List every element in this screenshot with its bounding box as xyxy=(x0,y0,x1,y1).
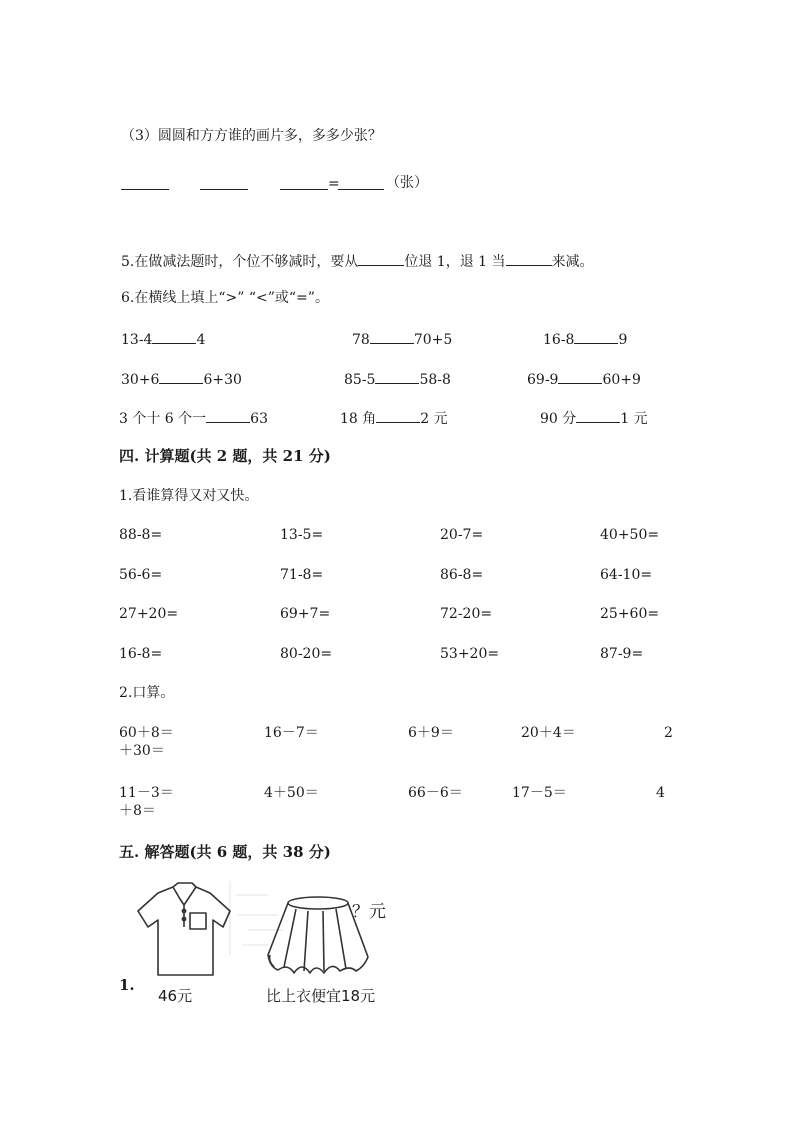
compare-blank[interactable] xyxy=(370,329,414,344)
q3-prompt: （3）圆圆和方方谁的画片多，多多少张？ xyxy=(121,128,382,144)
answer-blank-3[interactable] xyxy=(280,189,328,190)
oral-item: 16－7＝ xyxy=(264,725,319,741)
calc-item: 27+20= xyxy=(119,606,179,622)
oral-item: 4＋50＝ xyxy=(264,785,319,801)
s5-q1-number: 1. xyxy=(119,976,135,994)
compare-item: 3 个十 6 个一 63 xyxy=(119,408,268,428)
skirt-caption: 比上衣便宜18元 xyxy=(266,987,376,1005)
oral-item-cont: ＋30＝ xyxy=(119,743,165,759)
q5-part1: 5.在做减法题时，个位不够减时，要从 xyxy=(121,254,359,270)
compare-blank[interactable] xyxy=(376,408,420,423)
oral-item: 6＋9＝ xyxy=(408,725,454,741)
answer-blank-1[interactable] xyxy=(121,189,169,190)
q5-part3: 来减。 xyxy=(551,254,594,270)
calc-item: 40+50= xyxy=(600,527,660,543)
calc-item: 20-7= xyxy=(440,527,484,543)
compare-blank[interactable] xyxy=(576,408,620,423)
unit-label: （张） xyxy=(386,175,428,191)
q6-title: 6.在横线上填上“>” “<”或“=”。 xyxy=(121,290,329,306)
compare-item: 78 70+5 xyxy=(352,329,452,349)
q5-blank-2[interactable] xyxy=(506,251,552,266)
compare-item: 16-8 9 xyxy=(543,329,627,349)
compare-blank[interactable] xyxy=(159,369,203,384)
oral-item: 60＋8＝ xyxy=(119,725,174,741)
calc-item: 72-20= xyxy=(440,606,493,622)
equals-sign: = xyxy=(328,176,340,192)
oral-item: 4 xyxy=(656,785,665,801)
calc-item: 64-10= xyxy=(600,567,653,583)
answer-blank-2[interactable] xyxy=(200,189,248,190)
oral-item: 20＋4＝ xyxy=(521,725,576,741)
compare-blank[interactable] xyxy=(375,369,419,384)
section-4-heading: 四. 计算题(共 2 题，共 21 分) xyxy=(119,447,331,465)
calc-item: 88-8= xyxy=(119,527,163,543)
shirt-skirt-illustration xyxy=(118,875,418,1015)
compare-blank[interactable] xyxy=(558,369,602,384)
calc-item: 56-6= xyxy=(119,567,163,583)
oral-item: 11－3＝ xyxy=(119,785,174,801)
compare-blank[interactable] xyxy=(152,329,196,344)
calc-item: 25+60= xyxy=(600,606,660,622)
s4-q1-title: 1.看谁算得又对又快。 xyxy=(119,488,259,504)
q5-text xyxy=(121,251,594,271)
oral-item: 17－5＝ xyxy=(512,785,567,801)
shirt-price: 46元 xyxy=(158,987,193,1005)
oral-item-cont: ＋8＝ xyxy=(119,803,156,819)
calc-item: 16-8= xyxy=(119,646,163,662)
calc-item: 69+7= xyxy=(280,606,331,622)
skirt-price-question: ？元 xyxy=(352,902,386,922)
section-5-heading: 五. 解答题(共 6 题，共 38 分) xyxy=(119,843,331,861)
oral-item: 2 xyxy=(664,725,673,741)
compare-blank[interactable] xyxy=(206,408,250,423)
compare-item: 90 分 1 元 xyxy=(540,408,648,428)
calc-item: 71-8= xyxy=(280,567,324,583)
compare-item: 18 角 2 元 xyxy=(340,408,448,428)
compare-blank[interactable] xyxy=(574,329,618,344)
calc-item: 80-20= xyxy=(280,646,333,662)
compare-item: 30+6 6+30 xyxy=(121,369,242,389)
q5-blank-1[interactable] xyxy=(358,251,404,266)
calc-item: 13-5= xyxy=(280,527,324,543)
compare-item: 69-9 60+9 xyxy=(527,369,641,389)
compare-item: 85-5 58-8 xyxy=(344,369,451,389)
s4-q2-title: 2.口算。 xyxy=(119,685,175,701)
answer-blank-4[interactable] xyxy=(338,189,384,190)
shirt-icon xyxy=(138,883,230,975)
compare-item: 13-4 4 xyxy=(121,329,205,349)
oral-item: 66－6＝ xyxy=(408,785,463,801)
calc-item: 53+20= xyxy=(440,646,500,662)
q5-part2: 位退 1，退 1 当 xyxy=(404,254,506,270)
calc-item: 87-9= xyxy=(600,646,644,662)
calc-item: 86-8= xyxy=(440,567,484,583)
